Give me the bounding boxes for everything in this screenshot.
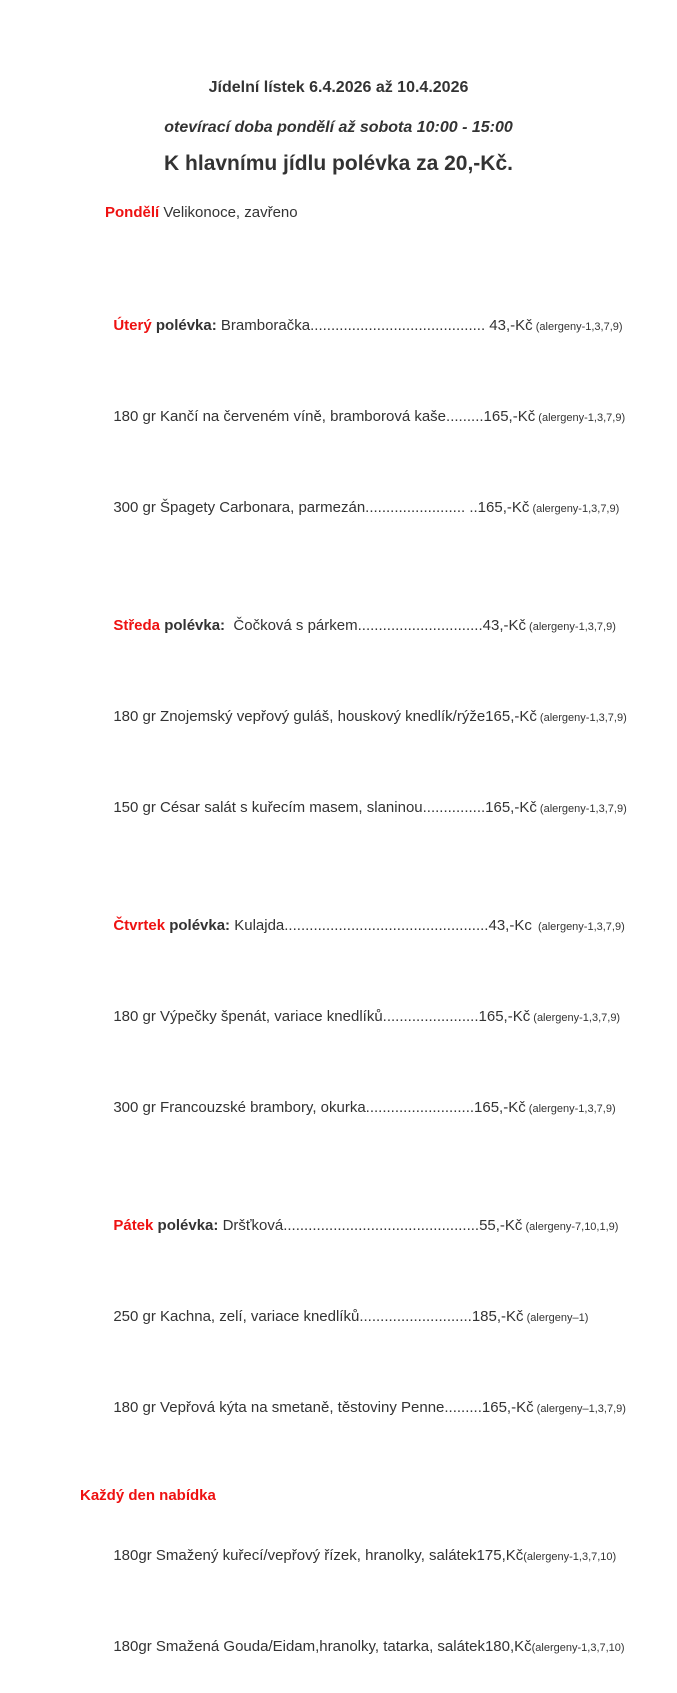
day-label-monday: Pondělí	[105, 204, 160, 221]
dish-text: 180 gr Kančí na červeném víně, bramborová kaše.........165,-Kč	[113, 408, 536, 425]
dish-text: 180 gr Výpečky špenát, variace knedlíků.......................165,-Kč	[113, 1008, 531, 1025]
daily-offer-header: Každý den nabídka	[80, 1487, 216, 1504]
soup-label: polévka:	[165, 917, 231, 934]
soup-text: Dršťková...............................................55,-Kč	[218, 1217, 523, 1234]
section-daily-offer	[80, 1481, 667, 1693]
allergen-note: (alergeny-7,10,1,9)	[522, 1221, 619, 1233]
dish-line	[80, 672, 667, 763]
soup-text: Čočková s párkem..............................43,-Kč	[225, 617, 526, 634]
soup-label: polévka:	[151, 317, 217, 334]
allergen-note: (alergeny-1,3,7,9)	[530, 1012, 621, 1024]
section-thursday	[80, 881, 667, 1154]
dish-line	[80, 1363, 667, 1454]
dish-line	[80, 763, 667, 854]
soup-label: polévka:	[160, 617, 226, 634]
allergen-note: (alergeny-1,3,7,10)	[523, 1551, 617, 1563]
opening-hours: otevírací doba pondělí až sobota 10:00 - 15:00	[164, 119, 513, 136]
allergen-note: (alergeny-1,3,7,9)	[536, 803, 627, 815]
soup-line	[80, 281, 667, 372]
dish-text: 180gr Smažený kuřecí/vepřový řízek, hranolky, salátek175,Kč	[113, 1547, 524, 1564]
dish-text: 250 gr Kachna, zelí, variace knedlíků...........................185,-Kč	[113, 1308, 524, 1325]
dish-line	[80, 463, 667, 554]
dish-text: 150 gr César salát s kuřecím masem, slaninou...............165,-Kč	[113, 799, 537, 816]
soup-text: Kulajda.................................................43,-Kc	[230, 917, 532, 934]
dish-text: 180 gr Vepřová kýta na smetaně, těstoviny Penne.........165,-Kč	[113, 1399, 534, 1416]
allergen-note: (alergeny-1,3,7,10)	[531, 1642, 625, 1654]
day-label-thursday: Čtvrtek	[113, 917, 166, 934]
allergen-note: (alergeny-1,3,7,9)	[529, 503, 620, 515]
daily-offer-line	[80, 1602, 667, 1693]
daily-offer-line	[80, 1511, 667, 1602]
dish-text: 300 gr Francouzské brambory, okurka..........................165,-Kč	[113, 1099, 526, 1116]
soup-line	[80, 881, 667, 972]
allergen-note: (alergeny–1)	[523, 1312, 589, 1324]
dish-line	[80, 372, 667, 463]
dish-line	[80, 1063, 667, 1154]
day-label-tuesday: Úterý	[113, 317, 152, 334]
allergen-note: (alergeny-1,3,7,9)	[536, 712, 627, 724]
dish-text: 180 gr Znojemský vepřový guláš, houskový knedlík/rýže165,-Kč	[113, 708, 537, 725]
soup-label: polévka:	[153, 1217, 219, 1234]
section-friday	[80, 1181, 667, 1454]
allergen-note: (alergeny-1,3,7,9)	[532, 321, 623, 333]
allergen-note: (alergeny–1,3,7,9)	[533, 1403, 626, 1415]
soup-line	[80, 1181, 667, 1272]
dish-text: 180gr Smažená Gouda/Eidam,hranolky, tatarka, salátek180,Kč	[113, 1638, 532, 1655]
dish-line	[80, 1272, 667, 1363]
day-label-friday: Pátek	[113, 1217, 154, 1234]
allergen-note: (alergeny-1,3,7,9)	[525, 1103, 616, 1115]
soup-text: Bramboračka.......................................... 43,-Kč	[216, 317, 533, 334]
soup-line	[80, 581, 667, 672]
day-label-wednesday: Středa	[113, 617, 161, 634]
menu-title: Jídelní lístek 6.4.2026 až 10.4.2026	[208, 79, 469, 96]
dish-line	[80, 972, 667, 1063]
monday-note: Velikonoce, zavřeno	[159, 204, 298, 221]
section-wednesday	[80, 581, 667, 854]
allergen-note: (alergeny-1,3,7,9)	[535, 412, 626, 424]
allergen-note: (alergeny-1,3,7,9)	[531, 921, 625, 933]
menu-body	[0, 189, 677, 1693]
section-tuesday	[80, 281, 667, 554]
monday-row	[80, 189, 667, 237]
soup-price-note: K hlavnímu jídlu polévka za 20,-Kč.	[164, 152, 513, 175]
dish-text: 300 gr Špagety Carbonara, parmezán........................ ..165,-Kč	[113, 499, 530, 516]
allergen-note: (alergeny-1,3,7,9)	[526, 621, 616, 633]
